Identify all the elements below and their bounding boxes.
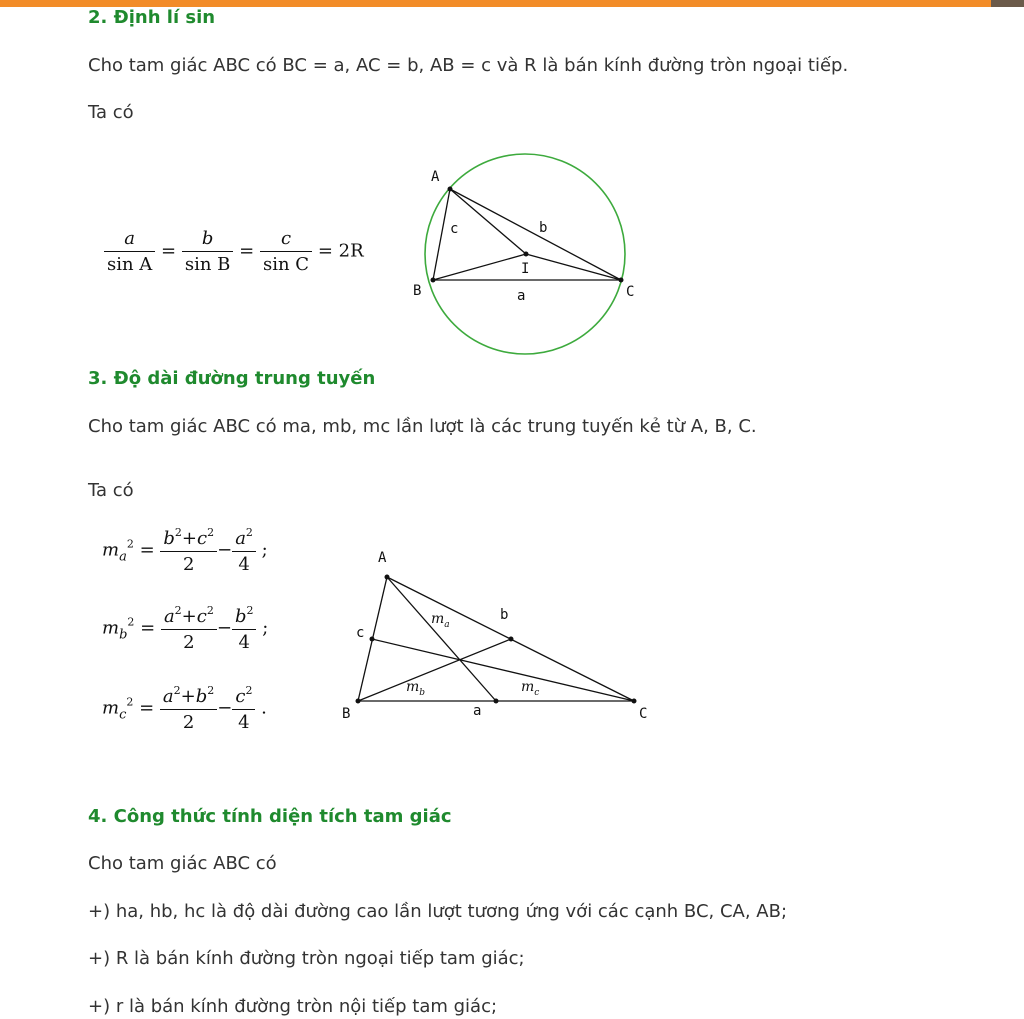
- ma-sub: a: [444, 620, 450, 630]
- sub-term: a: [235, 528, 246, 549]
- m-symbol: m: [102, 617, 120, 639]
- point-i: [524, 252, 529, 257]
- point-b: [431, 278, 436, 283]
- den-4: 4: [238, 632, 250, 653]
- segment-bi: [433, 254, 526, 280]
- formula-end: .: [261, 697, 267, 719]
- sine-num-c: c: [260, 228, 312, 252]
- sine-den-b: sin B: [184, 254, 231, 275]
- circumcircle-diagram: [400, 148, 650, 363]
- num-term-2: b: [195, 686, 208, 707]
- section3-heading: 3. Độ dài đường trung tuyến: [88, 368, 376, 389]
- formula-end: ;: [262, 617, 269, 639]
- section4-item: +) ha, hb, hc là độ dài đường cao lần lượt tương ứng với các cạnh BC, CA, AB;: [88, 901, 788, 922]
- label-side-b: b: [500, 607, 509, 623]
- formula-end: ;: [261, 539, 268, 561]
- label-mc: [521, 679, 539, 698]
- mc-m: m: [521, 679, 535, 695]
- m-sub: a: [119, 549, 127, 565]
- sine-den-a: sin A: [107, 254, 153, 275]
- label-side-c: c: [356, 625, 365, 641]
- label-c: C: [639, 706, 648, 722]
- midpoint-ac: [509, 637, 514, 642]
- eq-1: =: [161, 240, 177, 262]
- section4-item: +) r là bán kính đường tròn nội tiếp tam giác;: [88, 996, 498, 1017]
- sub-term: b: [234, 606, 247, 627]
- den-2: 2: [183, 632, 195, 653]
- label-ma: [431, 611, 450, 630]
- section4-intro: Cho tam giác ABC có: [88, 853, 277, 874]
- num-term-2: c: [196, 606, 207, 627]
- section4-item: +) R là bán kính đường tròn ngoại tiếp tam giác;: [88, 948, 525, 969]
- section3-ta-co: Ta có: [88, 480, 134, 501]
- median-formula-b: $m_b^2$ = $\frac{a^2+c^2}{2}$ − $\frac{b^2}{4}$ ;: [102, 604, 269, 653]
- sub-term: c: [235, 686, 246, 707]
- eq-2: =: [239, 240, 255, 262]
- sine-num-a: a: [104, 228, 155, 252]
- num-term-1: b: [163, 528, 175, 549]
- point-a: [385, 575, 390, 580]
- ma-m: m: [431, 611, 445, 627]
- den-2: 2: [182, 712, 195, 733]
- midpoint-bc: [494, 699, 499, 704]
- side-ab: [433, 189, 450, 280]
- median-formula-c: $m_c^2$ = $\frac{a^2+b^2}{2}$ − $\frac{c^2}{4}$ .: [102, 684, 267, 733]
- label-mb: [406, 679, 425, 698]
- sine-den-c: sin C: [262, 254, 310, 275]
- label-side-c: c: [450, 221, 459, 237]
- section2-heading: 2. Định lí sin: [88, 7, 216, 28]
- label-c: C: [626, 284, 635, 300]
- point-a: [448, 187, 453, 192]
- m-sub: c: [119, 707, 127, 723]
- den-4: 4: [238, 712, 250, 733]
- section3-intro: Cho tam giác ABC có ma, mb, mc lần lượt là các trung tuyến kẻ từ A, B, C.: [88, 416, 757, 437]
- mc-sub: c: [534, 688, 540, 698]
- section2-intro: Cho tam giác ABC có BC = a, AC = b, AB = c và R là bán kính đường tròn ngoại tiếp.: [88, 55, 849, 76]
- segment-ic: [526, 254, 621, 280]
- m-symbol: m: [102, 539, 120, 561]
- label-a: A: [431, 169, 440, 185]
- m-sub: b: [119, 627, 128, 643]
- den-2: 2: [183, 554, 195, 575]
- sine-num-b: b: [182, 228, 234, 252]
- segment-ai: [450, 189, 526, 254]
- point-b: [356, 699, 361, 704]
- num-term-1: a: [162, 686, 174, 707]
- section4-heading: 4. Công thức tính diện tích tam giác: [88, 806, 452, 827]
- label-a: A: [378, 550, 387, 566]
- sine-result: = 2R: [317, 240, 364, 262]
- mb-m: m: [406, 679, 420, 695]
- point-c: [632, 699, 637, 704]
- top-accent-bar-end: [991, 0, 1024, 7]
- den-4: 4: [238, 554, 250, 575]
- label-b: B: [413, 283, 422, 299]
- label-side-b: b: [539, 220, 548, 236]
- median-triangle-diagram: [330, 540, 670, 730]
- label-side-a: a: [473, 703, 482, 719]
- label-i: I: [521, 261, 530, 277]
- label-b: B: [342, 706, 351, 722]
- num-term-1: a: [163, 606, 175, 627]
- section2-ta-co: Ta có: [88, 102, 134, 123]
- label-side-a: a: [517, 288, 526, 304]
- num-term-2: c: [197, 528, 208, 549]
- m-symbol: m: [102, 697, 120, 719]
- sine-rule-formula: [104, 228, 364, 275]
- mb-sub: b: [419, 688, 426, 698]
- median-formula-a: $m_a^2$ = $\frac{b^2+c^2}{2}$ − $\frac{a^2}{4}$ ;: [102, 526, 268, 575]
- midpoint-ab: [370, 637, 375, 642]
- point-c: [619, 278, 624, 283]
- side-ac: [450, 189, 621, 280]
